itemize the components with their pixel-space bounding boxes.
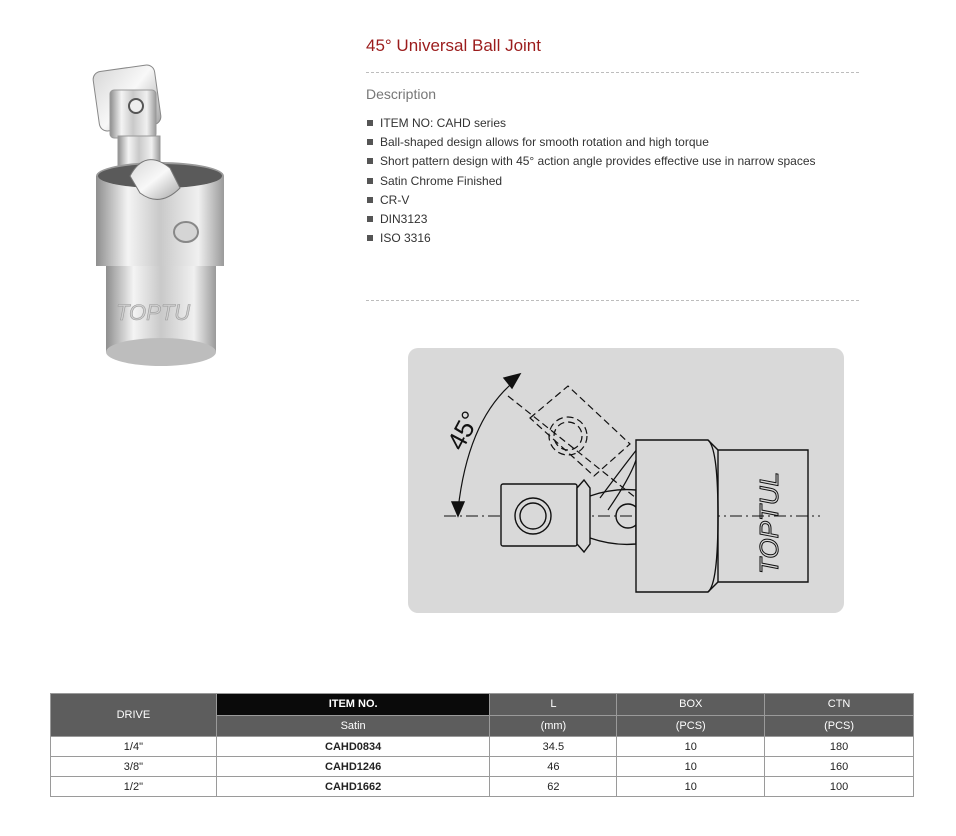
list-item: Satin Chrome Finished: [366, 173, 816, 192]
cell-drive: 1/4": [51, 737, 217, 757]
cell-item: CAHD1662: [216, 777, 490, 797]
header-drive: DRIVE: [51, 694, 217, 737]
cell-ctn: 100: [765, 777, 914, 797]
cell-ctn: 180: [765, 737, 914, 757]
product-photo: [90, 58, 230, 380]
header-l-unit: (mm): [490, 715, 617, 737]
list-item: Short pattern design with 45° action angle provides effective use in narrow spaces: [366, 153, 816, 172]
header-ctn: CTN: [765, 694, 914, 716]
bullet-icon: [367, 235, 373, 241]
cell-box: 10: [617, 777, 765, 797]
product-title: 45° Universal Ball Joint: [366, 36, 541, 55]
header-ctn-unit: (PCS): [765, 715, 914, 737]
cell-l: 62: [490, 777, 617, 797]
cell-item: CAHD0834: [216, 737, 490, 757]
bullet-icon: [367, 139, 373, 145]
description-heading: Description: [366, 86, 437, 102]
table-row: [51, 757, 914, 777]
header-l: L: [490, 694, 617, 716]
header-item-no: ITEM NO.: [216, 694, 490, 716]
list-item: CR-V: [366, 192, 816, 211]
cell-drive: 1/2": [51, 777, 217, 797]
universal-ball-joint-photo-icon: [90, 58, 230, 380]
cell-ctn: 160: [765, 757, 914, 777]
bullet-icon: [367, 158, 373, 164]
list-item: Ball-shaped design allows for smooth rotation and high torque: [366, 134, 816, 153]
cell-box: 10: [617, 757, 765, 777]
bullet-icon: [367, 178, 373, 184]
divider-bottom: [366, 300, 859, 301]
bullet-icon: [367, 216, 373, 222]
header-box: BOX: [617, 694, 765, 716]
feature-list: [366, 115, 816, 249]
angle-label: 45°: [440, 406, 486, 455]
photo-brand-engraving: TOPTU: [116, 300, 191, 325]
list-item: DIN3123: [366, 211, 816, 230]
technical-drawing-svg: [408, 348, 844, 613]
bullet-icon: [367, 120, 373, 126]
header-box-unit: (PCS): [617, 715, 765, 737]
specs-table: [50, 693, 914, 797]
cell-item: CAHD1246: [216, 757, 490, 777]
cell-l: 34.5: [490, 737, 617, 757]
list-item: ITEM NO: CAHD series: [366, 115, 816, 134]
technical-diagram: [408, 348, 844, 613]
divider-top: [366, 72, 859, 73]
diagram-brand-label: TOPTUL: [754, 471, 784, 574]
table-header-row: [51, 694, 914, 716]
header-finish: Satin: [216, 715, 490, 737]
cell-box: 10: [617, 737, 765, 757]
table-row: [51, 737, 914, 757]
bullet-icon: [367, 197, 373, 203]
list-item: ISO 3316: [366, 230, 816, 249]
table-row: [51, 777, 914, 797]
cell-l: 46: [490, 757, 617, 777]
cell-drive: 3/8": [51, 757, 217, 777]
